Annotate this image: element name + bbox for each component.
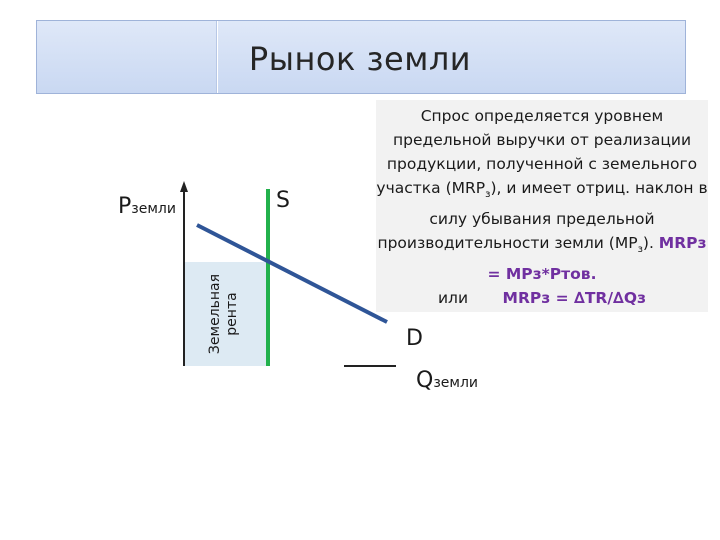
info-part2: ), и имеет отриц. наклон в силу убывания предельной производительности земли (MP bbox=[377, 179, 708, 253]
land-rent-label-line1: Земельная bbox=[207, 273, 223, 355]
slide-title: Рынок земли bbox=[248, 40, 472, 78]
info-text bbox=[370, 104, 714, 310]
info-part1: Спрос определяется уровнем предельной выручки от реализации продукции, полученной с земельного участка (MRP bbox=[376, 107, 698, 197]
supply-label: S bbox=[276, 188, 290, 213]
y-axis-arrow bbox=[180, 181, 188, 192]
info-or: или bbox=[437, 289, 469, 308]
y-axis-label bbox=[118, 194, 176, 219]
land-rent-label bbox=[184, 262, 264, 366]
formula-mrp-1: MRPз = MPз*Pтов. bbox=[487, 234, 707, 284]
x-axis-label-sub: земли bbox=[433, 375, 478, 391]
x-axis-label bbox=[416, 368, 478, 393]
y-axis-label-sub: земли bbox=[131, 201, 176, 217]
formula-mrp-2: MRPз = ∆TR/∆Qз bbox=[502, 289, 647, 308]
info-part3: ). bbox=[642, 234, 659, 253]
info-sub1: з bbox=[485, 189, 491, 201]
info-sub2: з bbox=[637, 244, 643, 256]
x-axis-label-main: Q bbox=[416, 368, 434, 393]
land-rent-label-line2: рента bbox=[224, 292, 240, 336]
y-axis-label-main: P bbox=[118, 194, 132, 219]
demand-label: D bbox=[406, 326, 423, 351]
